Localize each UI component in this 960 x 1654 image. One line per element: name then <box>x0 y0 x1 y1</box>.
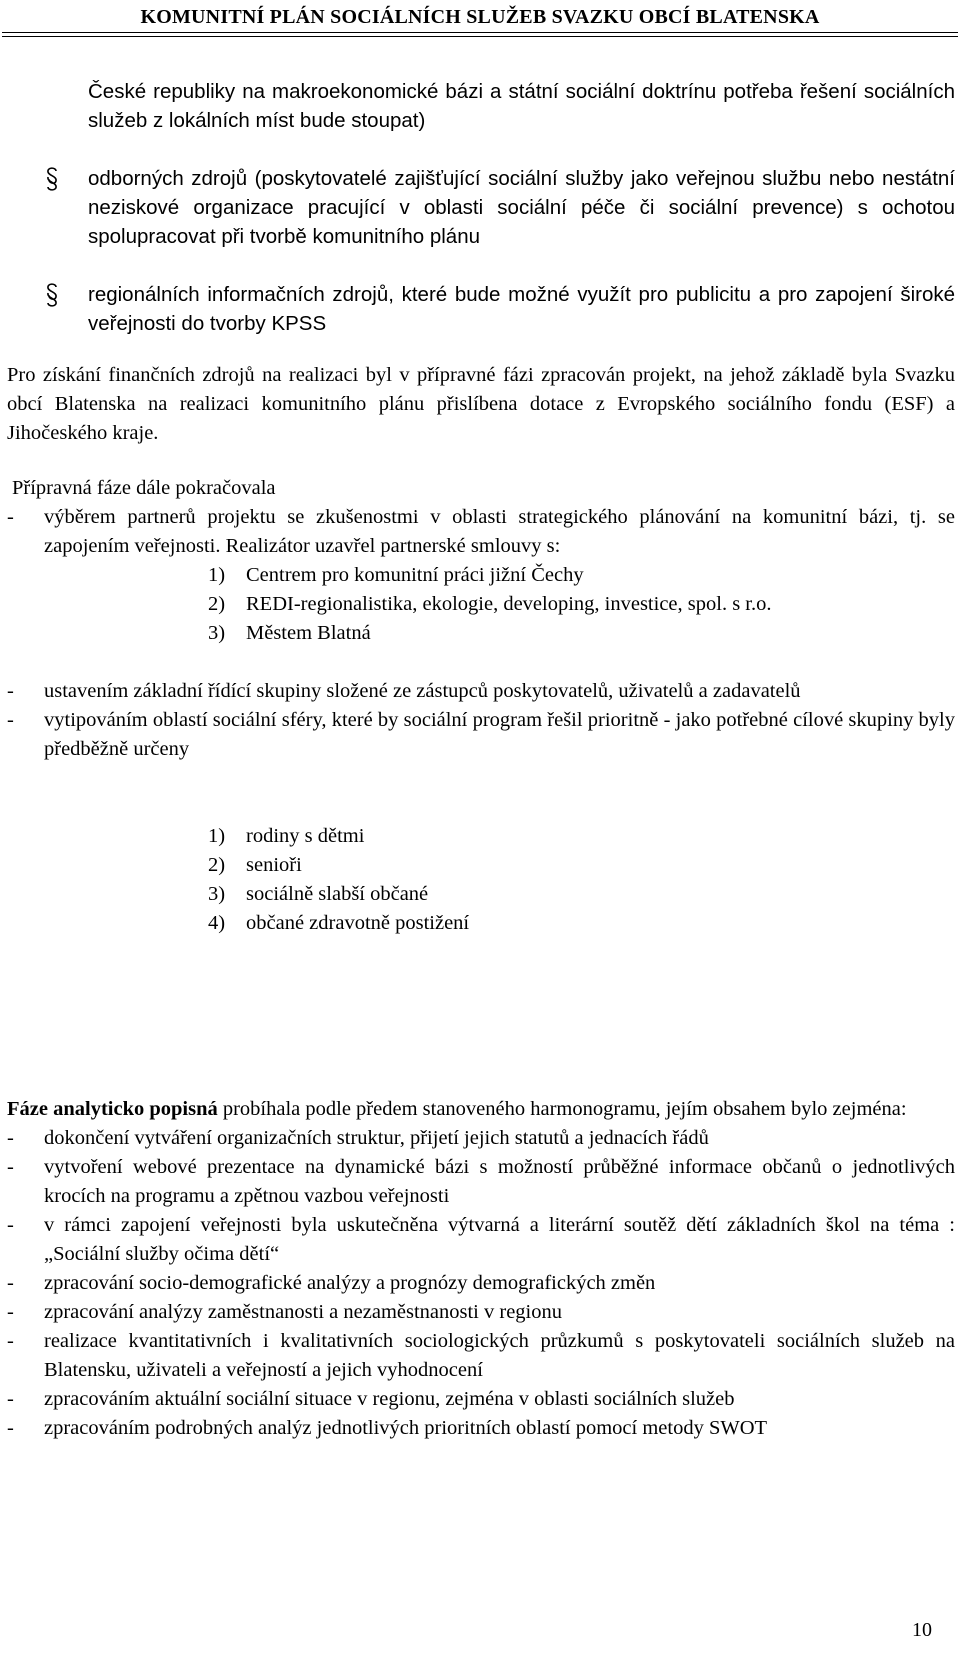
dash-text: zpracování analýzy zaměstnanosti a nezaměstnanosti v regionu <box>44 1301 562 1323</box>
list-item <box>7 1269 955 1298</box>
dash-text: zpracováním podrobných analýz jednotlivých prioritních oblastí pomocí metody SWOT <box>44 1417 768 1439</box>
dash-text: realizace kvantitativních i kvalitativních sociologických průzkumů s poskytovateli sociálních služeb na Blatensku, uživateli a veřejností a jejich vyhodnocení <box>44 1330 955 1381</box>
prep-phase-intro: Přípravná fáze dále pokračovala <box>12 477 276 499</box>
list-item <box>7 1124 955 1153</box>
list-number: 2) <box>208 854 226 876</box>
target-group-text: senioři <box>246 854 302 876</box>
list-item <box>7 1385 955 1414</box>
dash-marker: - <box>7 506 14 528</box>
bullet-text: regionálních informačních zdrojů, které bude možné využít pro publicitu a pro zapojení široké veřejnosti do tvorby KPSS <box>88 283 955 335</box>
dash-text: výběrem partnerů projektu se zkušenostmi v oblasti strategického plánování na komunitní bázi, tj. se zapojením veřejnosti. <box>44 506 955 557</box>
list-item <box>208 851 955 880</box>
dash-marker: - <box>7 680 14 702</box>
list-item <box>208 590 955 619</box>
analytic-phase-intro <box>7 1095 955 1124</box>
target-group-text: občané zdravotně postižení <box>246 912 470 934</box>
partner-text: REDI-regionalistika, ekologie, developing, investice, spol. s r.o. <box>246 593 772 615</box>
sources-bullet-list <box>7 77 955 338</box>
list-number: 3) <box>208 622 226 644</box>
list-item <box>7 164 955 251</box>
target-group-text: rodiny s dětmi <box>246 825 365 847</box>
list-item <box>208 619 955 648</box>
section-sign-bullet-icon <box>43 282 65 308</box>
dash-marker: - <box>7 1127 14 1149</box>
partners-list <box>208 561 955 648</box>
header-rule-bottom <box>2 36 958 37</box>
dash-marker: - <box>7 1388 14 1410</box>
page-header-title: KOMUNITNÍ PLÁN SOCIÁLNÍCH SLUŽEB SVAZKU OBCÍ BLATENSKA <box>140 6 820 28</box>
dash-marker: - <box>7 1417 14 1439</box>
target-groups-list <box>208 822 955 938</box>
list-item <box>7 503 955 561</box>
page-number: 10 <box>912 1619 932 1641</box>
list-item <box>208 909 955 938</box>
prep-phase-dash-list-2 <box>7 677 955 764</box>
list-item <box>208 822 955 851</box>
partner-text: Městem Blatná <box>246 622 371 644</box>
dash-marker: - <box>7 1214 14 1236</box>
list-item <box>7 1153 955 1211</box>
list-item <box>208 880 955 909</box>
dash-marker: - <box>7 1330 14 1352</box>
list-number: 1) <box>208 825 226 847</box>
list-item <box>7 77 955 135</box>
list-item <box>208 561 955 590</box>
list-item <box>7 1414 955 1443</box>
analytic-phase-heading: Fáze analyticko popisná <box>7 1098 218 1120</box>
section-sign-bullet-icon <box>43 166 65 192</box>
partner-text: Centrem pro komunitní práci jižní Čechy <box>246 564 584 586</box>
dash-text: zpracování socio-demografické analýzy a prognózy demografických změn <box>44 1272 656 1294</box>
target-group-text: sociálně slabší občané <box>246 883 429 905</box>
header-rule-top <box>2 32 958 33</box>
dash-text-cont: Realizátor uzavřel partnerské smlouvy s: <box>225 535 561 557</box>
dash-marker: - <box>7 1272 14 1294</box>
list-item <box>7 677 955 706</box>
analytic-phase-list <box>7 1124 955 1443</box>
prep-phase-section <box>7 474 955 938</box>
list-item <box>7 706 955 764</box>
analytic-phase-section <box>7 1095 955 1443</box>
list-number: 1) <box>208 564 226 586</box>
dash-text: dokončení vytváření organizačních struktur, přijetí jejich statutů a jednacích řádů <box>44 1127 709 1149</box>
list-number: 3) <box>208 883 226 905</box>
list-item <box>7 1211 955 1269</box>
bullet-text: České republiky na makroekonomické bázi a státní sociální doktrínu potřeba řešení sociálních služeb z lokálních míst bude stoupat) <box>88 80 955 132</box>
dash-marker: - <box>7 709 14 731</box>
prep-phase-dash-list <box>7 503 955 561</box>
dash-text: ustavením základní řídící skupiny složené ze zástupců poskytovatelů, uživatelů a zadavatelů <box>44 680 801 702</box>
bullet-text: odborných zdrojů (poskytovatelé zajišťující sociální služby jako veřejnou službu nebo nestátní neziskové organizace pracující v oblasti sociální péče či sociální prevence) s ochotou spolupracovat při tvorbě komunitního plánu <box>88 167 955 248</box>
funding-paragraph <box>7 361 955 448</box>
dash-text: vytipováním oblastí sociální sféry, které by sociální program řešil prioritně - jako potřebné cílové skupiny byly předběžně určeny <box>44 709 955 760</box>
dash-text: vytvoření webové prezentace na dynamické bázi s možností průběžné informace občanů o jednotlivých krocích na programu a zpětnou vazbou veřejnosti <box>44 1156 955 1207</box>
dash-text: v rámci zapojení veřejnosti byla uskutečněna výtvarná a literární soutěž dětí základních škol na téma : „Sociální služby očima dětí“ <box>44 1214 955 1265</box>
list-number: 4) <box>208 912 226 934</box>
dash-text: zpracováním aktuální sociální situace v regionu, zejména v oblasti sociálních služeb <box>44 1388 735 1410</box>
funding-text: Pro získání finančních zdrojů na realizaci byl v přípravné fázi zpracován projekt, na jehož základě byla Svazku obcí Blatenska na realizaci komunitního plánu přislíbena dotace z Evropského sociálního fondu (ESF) a Jihočeského kraje. <box>7 364 955 444</box>
list-number: 2) <box>208 593 226 615</box>
list-item <box>7 1298 955 1327</box>
list-item <box>7 1327 955 1385</box>
dash-marker: - <box>7 1156 14 1178</box>
analytic-phase-intro-text: probíhala podle předem stanoveného harmonogramu, jejím obsahem bylo zejména: <box>222 1098 907 1120</box>
dash-marker: - <box>7 1301 14 1323</box>
list-item <box>7 280 955 338</box>
